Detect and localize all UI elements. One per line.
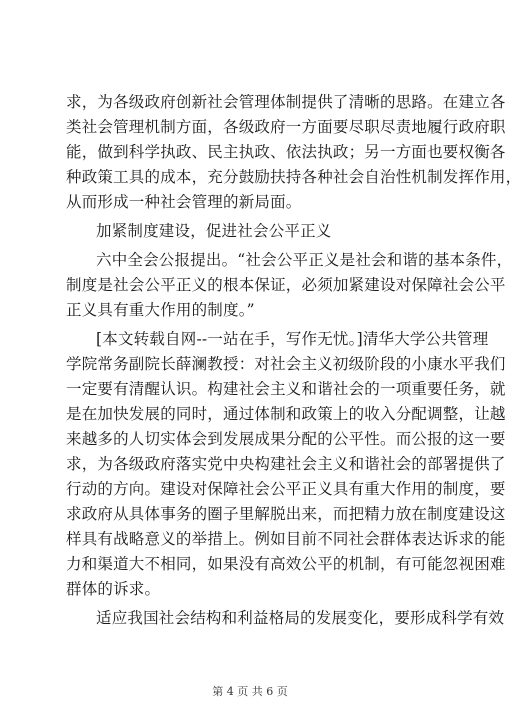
section-heading <box>66 219 438 244</box>
text-line: 能，做到科学执政、民主执政、依法执政；另一方面也要权衡各 <box>66 143 506 161</box>
text-line: 适应我国社会结构和利益格局的发展变化，要形成科学有效 <box>96 609 505 627</box>
paragraph-1 <box>66 90 521 215</box>
text-line: 群体的诉求。 <box>66 580 161 598</box>
paragraph-4 <box>66 606 505 631</box>
text-line: 学院常务副院长薛澜教授：对社会主义初级阶段的小康水平我们 <box>66 355 506 373</box>
text-line: 类社会管理机制方面，各级政府一方面要尽职尽责地履行政府职 <box>66 118 506 136</box>
text-line: 样具有战略意义的举措上。例如目前不同社会群体表达诉求的能 <box>66 530 506 548</box>
heading-line: 加紧制度建设，促进社会公平正义 <box>96 222 332 240</box>
text-line: 一定要有清醒认识。构建社会主义和谐社会的一项重要任务，就 <box>66 380 506 398</box>
text-line: 来越多的人切实体会到发展成果分配的公平性。而公报的这一要 <box>66 430 506 448</box>
body-text <box>66 90 521 631</box>
paragraph-3 <box>66 327 506 602</box>
text-line: 求，为各级政府创新社会管理体制提供了清晰的思路。在建立各 <box>66 93 506 111</box>
text-line: 力和渠道大不相同，如果没有高效公平的机制，有可能忽视困难 <box>66 555 506 573</box>
text-line: 从而形成一种社会管理的新局面。 <box>66 193 302 211</box>
paragraph-2 <box>66 248 513 323</box>
text-line: 行动的方向。建设对保障社会公平正义具有重大作用的制度，要 <box>66 480 506 498</box>
text-line: 求政府从具体事务的圈子里解脱出来，而把精力放在制度建设这 <box>66 505 506 523</box>
text-line: 正义具有重大作用的制度。” <box>66 301 255 319</box>
text-line: 种政策工具的成本，充分鼓励扶持各种社会自治性机制发挥作用， <box>66 168 521 186</box>
text-line: 是在加快发展的同时，通过体制和政策上的收入分配调整，让越 <box>66 405 506 423</box>
text-line: [本文转载自网--一站在手，写作无忧。]清华大学公共管理 <box>96 330 489 348</box>
page-number-footer: 第 4 页 共 6 页 <box>212 685 288 698</box>
text-line: 制度是社会公平正义的根本保证，必须加紧建设对保障社会公平 <box>66 276 506 294</box>
text-line: 六中全会公报提出。“社会公平正义是社会和谐的基本条件， <box>96 251 513 269</box>
text-line: 求，为各级政府落实党中央构建社会主义和谐社会的部署提供了 <box>66 455 506 473</box>
